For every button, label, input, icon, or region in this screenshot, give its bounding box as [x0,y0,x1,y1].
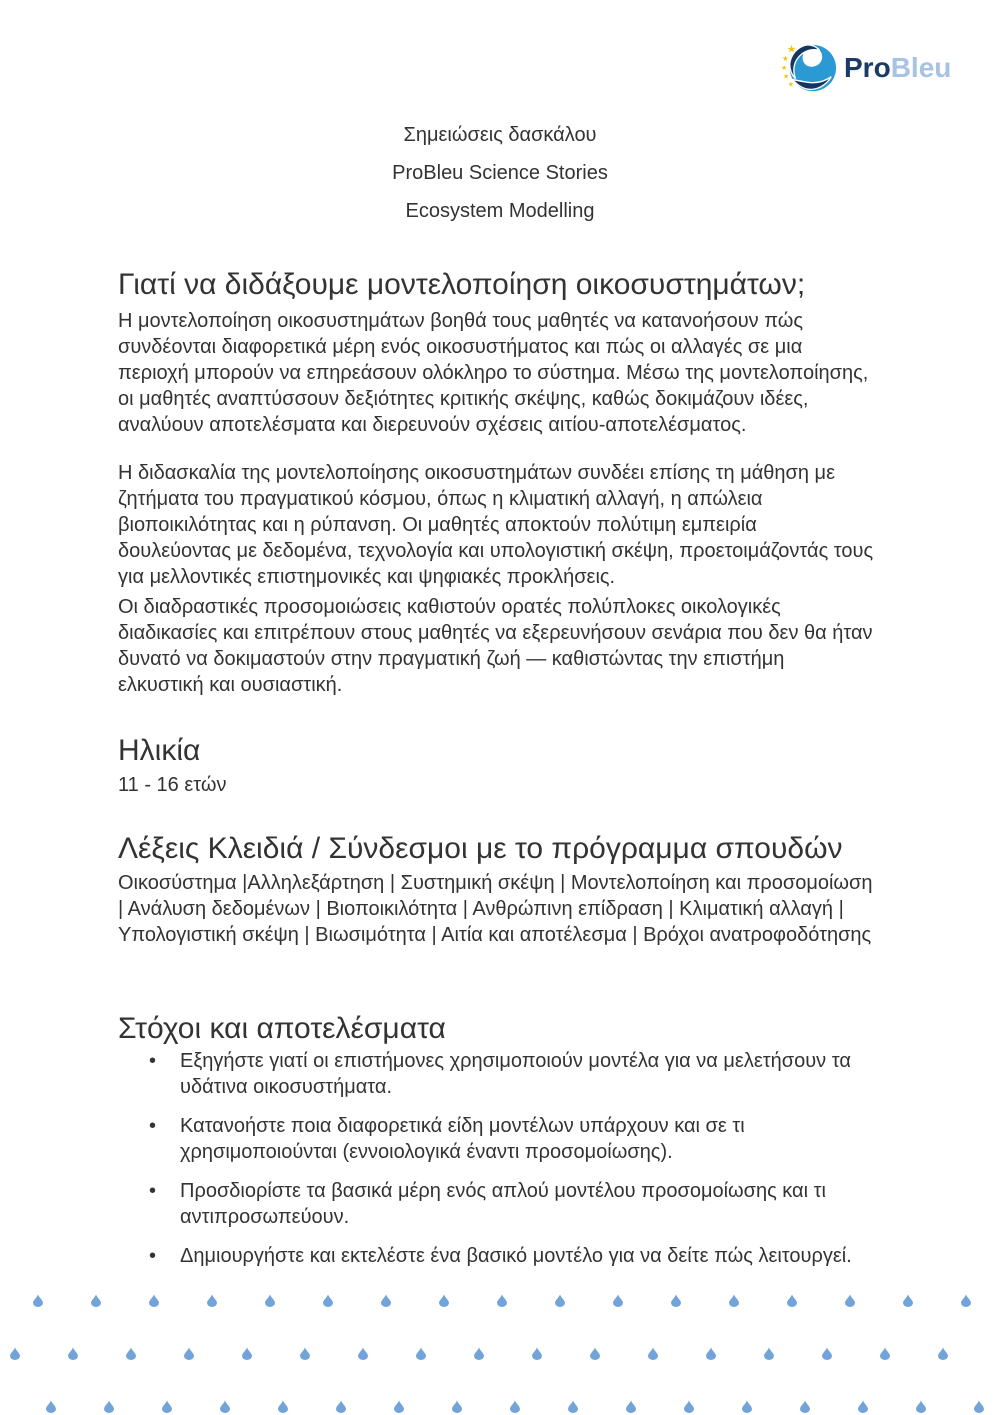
water-droplet-icon [787,1294,797,1307]
goal-text: Κατανοήστε ποια διαφορετικά είδη μοντέλων υπάρχουν και σε τι χρησιμοποιούνται (εννοιολογικά έναντι προσομοίωσης). [180,1115,745,1163]
water-droplet-icon [742,1400,752,1413]
water-droplet-icon [822,1347,832,1360]
water-droplet-icon [626,1400,636,1413]
svg-text:★: ★ [787,81,794,89]
water-droplet-icon [474,1347,484,1360]
water-droplet-icon [149,1294,159,1307]
water-droplet-icon [880,1347,890,1360]
wordmark-bleu: Bleu [890,52,952,83]
why-paragraph-2: Η διδασκαλία της μοντελοποίησης οικοσυστημάτων συνδέει επίσης τη μάθηση με ζητήματα του πραγματικού κόσμου, όπως η κλιματική αλλαγή, η απώλεια βιοποικιλότητας και η ρύπανση. Οι μαθητές αποκτούν πολύτιμη εμπειρία δουλεύοντας με δεδομένα, τεχνολογία και υπολογιστική σκέψη, προετοιμάζοντάς τους για μελλοντικές επιστημονικές και ψηφιακές προκλήσεις. [118,462,874,588]
probleu-wave-icon [781,40,837,96]
age-section-heading: Ηλικία [118,734,201,767]
goals-section-heading: Στόχοι και αποτελέσματα [118,1012,446,1045]
water-droplet-icon [336,1400,346,1413]
droplet-row [0,1294,1000,1308]
water-droplet-icon [764,1347,774,1360]
lesson-title: Ecosystem Modelling [405,200,595,222]
keywords-text: Οικοσύστημα |Αλληλεξάρτηση | Συστημική σκέψη | Μοντελοποίηση και προσομοίωση | Ανάλυση δεδομένων | Βιοποικιλότητα | Ανθρώπινη επίδραση | Κλιματική αλλαγή | Υπολογιστική σκέψη | Βιωσιμότητα | Αιτία και αποτέλεσμα | Βρόχοι ανατροφοδότησης [118,872,873,946]
water-droplet-icon [416,1347,426,1360]
water-droplet-icon [858,1400,868,1413]
water-droplet-icon [706,1347,716,1360]
goals-list [118,1048,875,1282]
water-droplet-icon [242,1347,252,1360]
droplet-row [0,1400,1000,1414]
svg-text:★: ★ [786,43,797,56]
title-block [0,116,1000,230]
why-section-heading: Γιατί να διδάξουμε μοντελοποίηση οικοσυστημάτων; [118,268,806,301]
wordmark-pro: Pro [844,52,891,83]
why-paragraph-3: Οι διαδραστικές προσομοιώσεις καθιστούν ορατές πολύπλοκες οικολογικές διαδικασίες και επιτρέπουν στους μαθητές να εξερευνήσουν σενάρια που δεν θα ήταν δυνατό να δοκιμαστούν στην πραγματική ζωή — καθιστώντας την επιστήμη ελκυστική και ουσιαστική. [118,596,873,696]
goal-item [118,1243,875,1269]
bullet-marker: • [149,1115,157,1137]
goal-item [118,1178,875,1230]
probleu-logo [781,40,951,96]
water-droplet-icon [555,1294,565,1307]
age-value: 11 - 16 ετών [118,774,227,796]
keywords-section-heading: Λέξεις Κλειδιά / Σύνδεσμοι με το πρόγραμμα σπουδών [118,832,843,865]
water-droplet-icon [613,1294,623,1307]
water-droplet-icon [184,1347,194,1360]
water-droplet-icon [358,1347,368,1360]
water-droplet-icon [684,1400,694,1413]
svg-text:★: ★ [782,73,789,81]
document-type-title: Σημειώσεις δασκάλου [403,124,597,146]
water-droplet-icon [568,1400,578,1413]
svg-text:★: ★ [781,54,789,64]
water-droplet-icon [265,1294,275,1307]
water-droplet-icon [532,1347,542,1360]
water-droplet-icon [452,1400,462,1413]
probleu-wordmark [844,40,951,96]
goal-text: Προσδιορίστε τα βασικά μέρη ενός απλού μοντέλου προσομοίωσης και τι αντιπροσωπεύουν. [180,1180,826,1228]
goal-item [118,1113,875,1165]
why-paragraph-1: Η μοντελοποίηση οικοσυστημάτων βοηθά τους μαθητές να κατανοήσουν πώς συνδέονται διαφορετικά μέρη ενός οικοσυστήματος και πώς οι αλλαγές σε μια περιοχή μπορούν να επηρεάσουν ολόκληρο το σύστημα. Μέσω της μοντελοποίησης, οι μαθητές αναπτύσσουν δεξιότητες κριτικής σκέψης, καθώς δοκιμάζουν ιδέες, αναλύουν αποτελέσματα και διερευνούν σχέσεις αιτίου-αποτελέσματος. [118,310,869,436]
water-droplet-icon [800,1400,810,1413]
water-droplet-icon [903,1294,913,1307]
bullet-marker: • [149,1180,157,1202]
water-droplet-icon [10,1347,20,1360]
water-droplet-icon [394,1400,404,1413]
water-droplet-icon [938,1347,948,1360]
water-droplet-icon [104,1400,114,1413]
svg-text:★: ★ [781,64,788,72]
water-droplet-icon [439,1294,449,1307]
water-droplet-icon [648,1347,658,1360]
goal-item [118,1048,875,1100]
water-droplet-icon [845,1294,855,1307]
water-droplet-icon [33,1294,43,1307]
water-droplet-icon [162,1400,172,1413]
water-droplet-icon [207,1294,217,1307]
bullet-marker: • [149,1050,157,1072]
goal-text: Δημιουργήστε και εκτελέστε ένα βασικό μοντέλο για να δείτε πώς λειτουργεί. [180,1245,852,1267]
water-droplet-icon [590,1347,600,1360]
water-droplet-icon [729,1294,739,1307]
water-droplet-icon [300,1347,310,1360]
water-droplet-icon [974,1400,984,1413]
water-droplet-icon [916,1400,926,1413]
water-droplet-icon [671,1294,681,1307]
droplet-row [0,1347,1000,1361]
goal-text: Εξηγήστε γιατί οι επιστήμονες χρησιμοποιούν μοντέλα για να μελετήσουν τα υδάτινα οικοσυστήματα. [180,1050,851,1098]
water-droplet-icon [220,1400,230,1413]
water-droplet-icon [961,1294,971,1307]
water-droplet-icon [46,1400,56,1413]
series-title: ProBleu Science Stories [392,162,608,184]
bullet-marker: • [149,1245,157,1267]
water-droplet-icon [510,1400,520,1413]
water-droplet-icon [381,1294,391,1307]
water-droplet-icon [323,1294,333,1307]
water-droplet-icon [126,1347,136,1360]
water-droplet-icon [68,1347,78,1360]
water-droplet-icon [91,1294,101,1307]
water-droplet-icon [497,1294,507,1307]
water-droplet-icon [278,1400,288,1413]
